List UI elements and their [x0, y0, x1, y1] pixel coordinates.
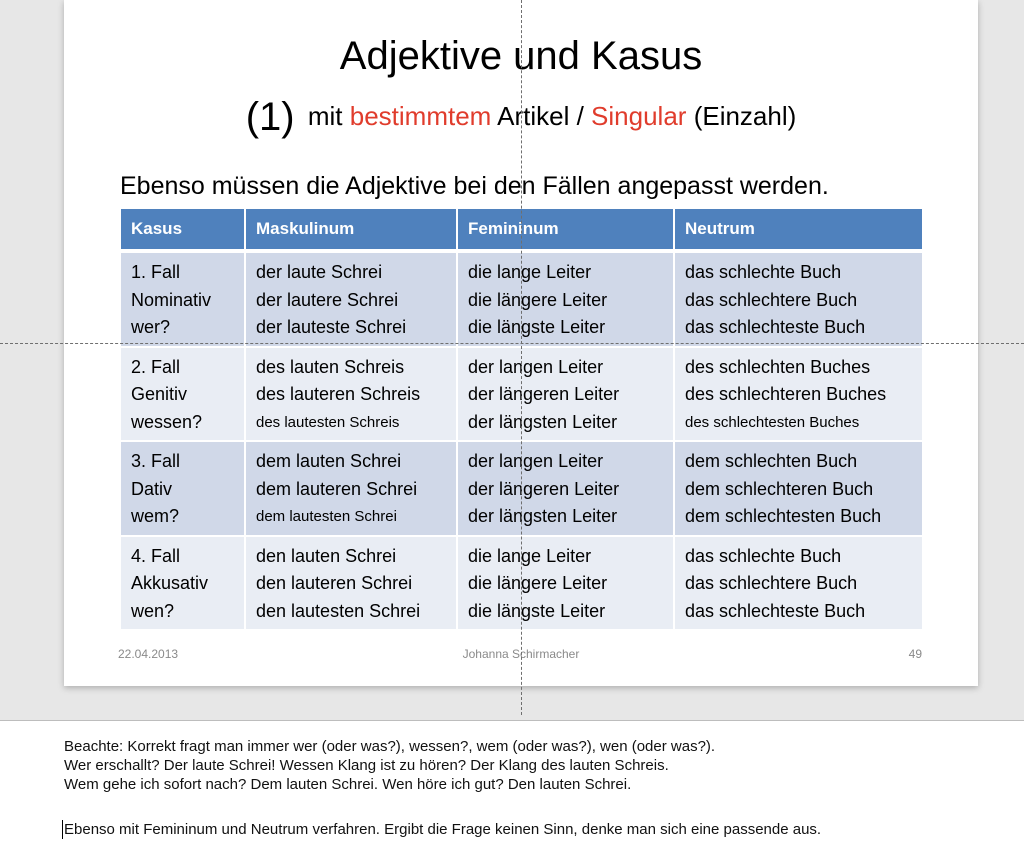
cell-line: des lautesten Schreis — [256, 413, 400, 431]
cell-line: des schlechten Buches — [685, 356, 871, 377]
cell-line: der langen Leiter — [468, 356, 604, 377]
cell-line: die längere Leiter — [468, 573, 608, 593]
kasus-table[interactable] — [121, 209, 924, 629]
cell-femininum[interactable] — [457, 347, 674, 442]
cell-neutrum[interactable] — [674, 251, 923, 347]
footer-date[interactable]: 22.04.2013 — [118, 647, 179, 661]
note-line: Beachte: Korrekt fragt man immer wer (oder was?), wessen?, wem (oder was?), wen (oder was?). — [64, 738, 716, 755]
cell-line: Akkusativ — [131, 573, 209, 593]
header-femininum[interactable]: Femininum — [457, 209, 674, 251]
vertical-guide-line[interactable] — [521, 0, 522, 715]
cell-line: wer? — [131, 317, 171, 337]
subtitle-singular: Singular — [591, 101, 687, 131]
table-header-row — [121, 209, 923, 251]
cell-neutrum[interactable] — [674, 536, 923, 630]
cell-neutrum[interactable] — [674, 347, 923, 442]
subtitle-part-mit: mit — [307, 101, 343, 131]
cell-line: 1. Fall — [131, 262, 181, 282]
cell-line: dem schlechtesten Buch — [685, 506, 882, 526]
cell-line: wem? — [131, 506, 180, 526]
cell-line: der laute Schrei — [256, 262, 383, 282]
cell-maskulinum[interactable] — [245, 536, 457, 630]
cell-line: die lange Leiter — [468, 262, 592, 282]
cell-line: der langen Leiter — [468, 451, 604, 471]
cell-line: Dativ — [131, 478, 173, 499]
horizontal-guide-line[interactable] — [0, 343, 1024, 344]
cell-line: der längsten Leiter — [468, 411, 618, 432]
cell-kasus[interactable] — [121, 441, 245, 536]
table-row — [121, 441, 923, 536]
note-line: Wer erschallt? Der laute Schrei! Wessen Klang ist zu hören? Der Klang des lauten Schreis. — [64, 757, 669, 774]
subtitle-einzahl: (Einzahl) — [693, 101, 797, 131]
cell-line: das schlechtere Buch — [685, 289, 858, 310]
cell-line: der lauteste Schrei — [256, 317, 407, 337]
cell-kasus[interactable] — [121, 251, 245, 347]
note-line: Ebenso mit Femininum und Neutrum verfahren. Ergibt die Frage keinen Sinn, denke man sich eine passende aus. — [64, 821, 822, 838]
cell-line: der längeren Leiter — [468, 384, 620, 404]
cell-maskulinum[interactable] — [245, 251, 457, 347]
cell-line: 2. Fall — [131, 356, 181, 377]
table-row — [121, 251, 923, 347]
cell-line: Genitiv — [131, 384, 188, 404]
cell-maskulinum[interactable] — [245, 347, 457, 442]
cell-kasus[interactable] — [121, 347, 245, 442]
subtitle-bestimmtem: bestimmtem — [349, 101, 492, 131]
text-cursor — [62, 820, 63, 839]
cell-line: Nominativ — [131, 289, 212, 310]
cell-line: wessen? — [131, 411, 203, 432]
cell-line: die lange Leiter — [468, 545, 592, 566]
header-neutrum[interactable]: Neutrum — [674, 209, 923, 251]
cell-femininum[interactable] — [457, 441, 674, 536]
header-kasus[interactable]: Kasus — [121, 209, 245, 251]
cell-line: den lauteren Schrei — [256, 573, 413, 593]
cell-line: das schlechte Buch — [685, 545, 842, 566]
cell-line: des schlechteren Buches — [685, 384, 887, 404]
slide-title[interactable]: Adjektive und Kasus — [339, 34, 703, 78]
cell-line: den lauten Schrei — [256, 545, 397, 566]
subtitle-number: (1) — [245, 95, 295, 139]
cell-line: der längsten Leiter — [468, 506, 618, 526]
cell-maskulinum[interactable] — [245, 441, 457, 536]
cell-line: dem lautesten Schrei — [256, 508, 397, 525]
cell-line: die längste Leiter — [468, 317, 606, 337]
cell-line: der lautere Schrei — [256, 289, 399, 310]
cell-line: des schlechtesten Buches — [685, 413, 860, 431]
cell-line: des lauteren Schreis — [256, 384, 421, 404]
cell-line: das schlechteste Buch — [685, 317, 866, 337]
cell-femininum[interactable] — [457, 251, 674, 347]
speaker-notes-pane[interactable] — [0, 720, 1024, 858]
cell-line: das schlechtere Buch — [685, 573, 858, 593]
cell-line: dem lauten Schrei — [256, 451, 402, 471]
cell-line: 4. Fall — [131, 545, 181, 566]
cell-line: dem schlechteren Buch — [685, 478, 874, 499]
cell-line: das schlechte Buch — [685, 262, 842, 282]
header-maskulinum[interactable]: Maskulinum — [245, 209, 457, 251]
subtitle-artikel: Artikel / — [497, 101, 584, 131]
note-line: Wem gehe ich sofort nach? Dem lauten Schrei. Wen höre ich gut? Den lauten Schrei. — [64, 776, 632, 793]
cell-kasus[interactable] — [121, 536, 245, 630]
cell-line: 3. Fall — [131, 451, 181, 471]
cell-line: dem schlechten Buch — [685, 451, 858, 471]
cell-line: des lauten Schreis — [256, 356, 405, 377]
footer-page-number[interactable]: 49 — [908, 647, 922, 661]
cell-line: die längste Leiter — [468, 600, 606, 621]
footer-author[interactable]: Johanna Schirmacher — [462, 647, 580, 661]
cell-neutrum[interactable] — [674, 441, 923, 536]
lead-text[interactable]: Ebenso müssen die Adjektive bei den Fällen angepasst werden. — [120, 172, 829, 200]
cell-femininum[interactable] — [457, 536, 674, 630]
cell-line: der längeren Leiter — [468, 478, 620, 499]
cell-line: den lautesten Schrei — [256, 600, 421, 621]
cell-line: die längere Leiter — [468, 289, 608, 310]
cell-line: wen? — [131, 600, 175, 621]
cell-line: dem lauteren Schrei — [256, 478, 418, 499]
table-row — [121, 536, 923, 630]
cell-line: das schlechteste Buch — [685, 600, 866, 621]
table-row — [121, 347, 923, 442]
